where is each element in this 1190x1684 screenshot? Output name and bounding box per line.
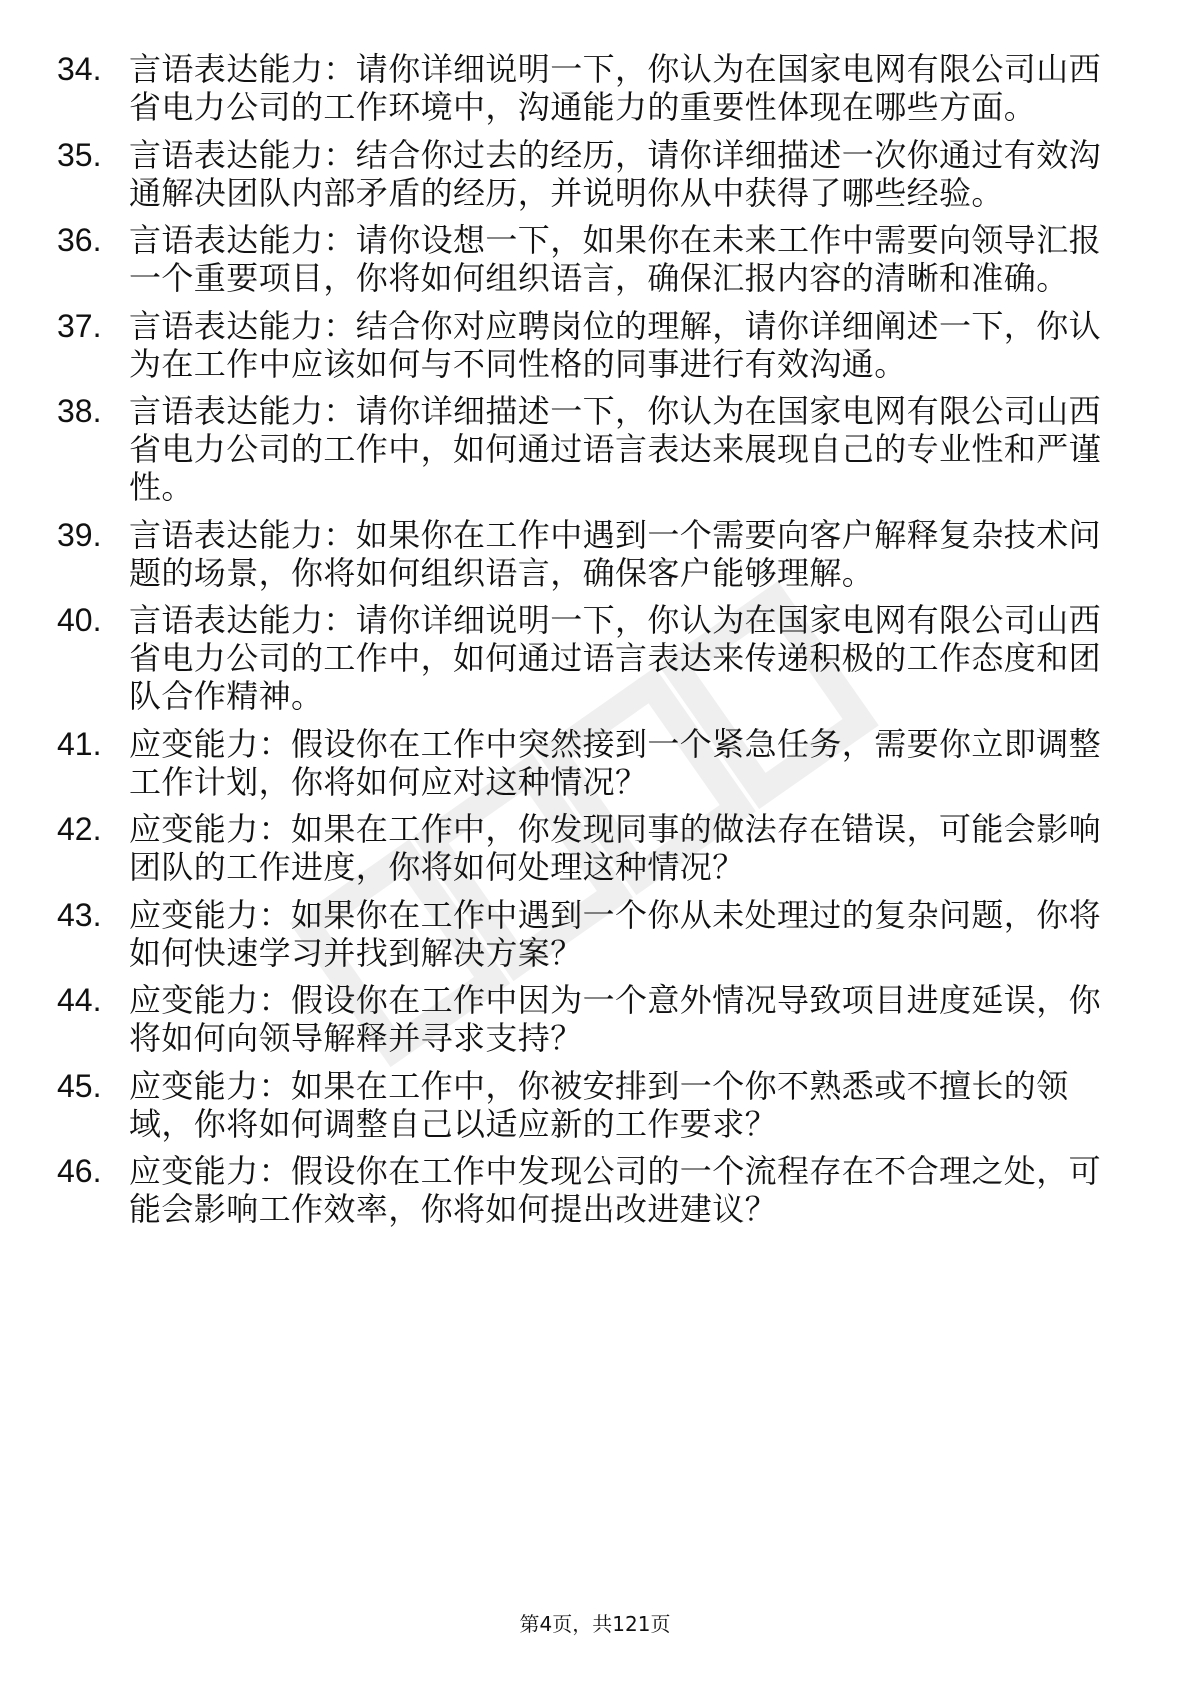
question-number: 45. — [57, 1067, 102, 1104]
question-number: 37. — [57, 307, 102, 344]
question-text: 应变能力：假设你在工作中突然接到一个紧急任务，需要你立即调整工作计划，你将如何应对这种情况？ — [129, 724, 1102, 801]
question-text: 言语表达能力：结合你对应聘岗位的理解，请你详细阐述一下，你认为在工作中应该如何与不同性格的同事进行有效沟通。 — [129, 306, 1102, 383]
question-text: 言语表达能力：请你详细说明一下，你认为在国家电网有限公司山西省电力公司的工作环境中，沟通能力的重要性体现在哪些方面。 — [129, 50, 1102, 126]
question-number: 36. — [57, 222, 102, 258]
list-item — [57, 601, 1120, 715]
question-number: 43. — [57, 896, 102, 933]
list-item — [57, 1152, 1120, 1228]
question-number: 42. — [57, 811, 102, 847]
list-item — [57, 896, 1120, 972]
question-text: 言语表达能力：请你详细说明一下，你认为在国家电网有限公司山西省电力公司的工作中，如何通过语言表达来传递积极的工作态度和团队合作精神。 — [129, 601, 1102, 715]
question-number: 46. — [57, 1153, 102, 1189]
question-number: 35. — [57, 136, 102, 173]
question-number: 34. — [57, 51, 102, 87]
list-item — [57, 221, 1120, 297]
question-text: 应变能力：如果你在工作中遇到一个你从未处理过的复杂问题，你将如何快速学习并找到解决方案？ — [129, 895, 1102, 972]
question-text: 言语表达能力：结合你过去的经历，请你详细描述一次你通过有效沟通解决团队内部矛盾的经历，并说明你从中获得了哪些经验。 — [129, 135, 1102, 212]
list-item — [57, 516, 1120, 592]
list-item — [57, 50, 1120, 126]
list-item — [57, 981, 1120, 1057]
question-text: 应变能力：假设你在工作中发现公司的一个流程存在不合理之处，可能会影响工作效率，你将如何提出改进建议？ — [129, 1152, 1102, 1228]
question-number: 44. — [57, 982, 102, 1018]
question-text: 应变能力：如果在工作中，你发现同事的做法存在错误，可能会影响团队的工作进度，你将如何处理这种情况？ — [129, 810, 1102, 886]
list-item — [57, 136, 1120, 212]
list-item — [57, 1067, 1120, 1143]
question-list — [57, 50, 1120, 1238]
question-text: 言语表达能力：如果你在工作中遇到一个需要向客户解释复杂技术问题的场景，你将如何组织语言，确保客户能够理解。 — [129, 515, 1102, 592]
list-item — [57, 810, 1120, 886]
page-footer: 第4页，共121页 — [519, 1612, 671, 1636]
question-text: 言语表达能力：请你设想一下，如果你在未来工作中需要向领导汇报一个重要项目，你将如何组织语言，确保汇报内容的清晰和准确。 — [129, 221, 1102, 297]
list-item — [57, 392, 1120, 506]
question-number: 39. — [57, 516, 102, 553]
question-number: 41. — [57, 725, 102, 762]
question-text: 应变能力：假设你在工作中因为一个意外情况导致项目进度延误，你将如何向领导解释并寻求支持？ — [129, 981, 1102, 1057]
list-item — [57, 725, 1120, 801]
question-number: 38. — [57, 393, 102, 429]
question-text: 言语表达能力：请你详细描述一下，你认为在国家电网有限公司山西省电力公司的工作中，如何通过语言表达来展现自己的专业性和严谨性。 — [129, 392, 1102, 506]
list-item — [57, 307, 1120, 383]
question-number: 40. — [57, 602, 102, 638]
question-text: 应变能力：如果在工作中，你被安排到一个你不熟悉或不擅长的领域，你将如何调整自己以适应新的工作要求？ — [129, 1066, 1069, 1143]
